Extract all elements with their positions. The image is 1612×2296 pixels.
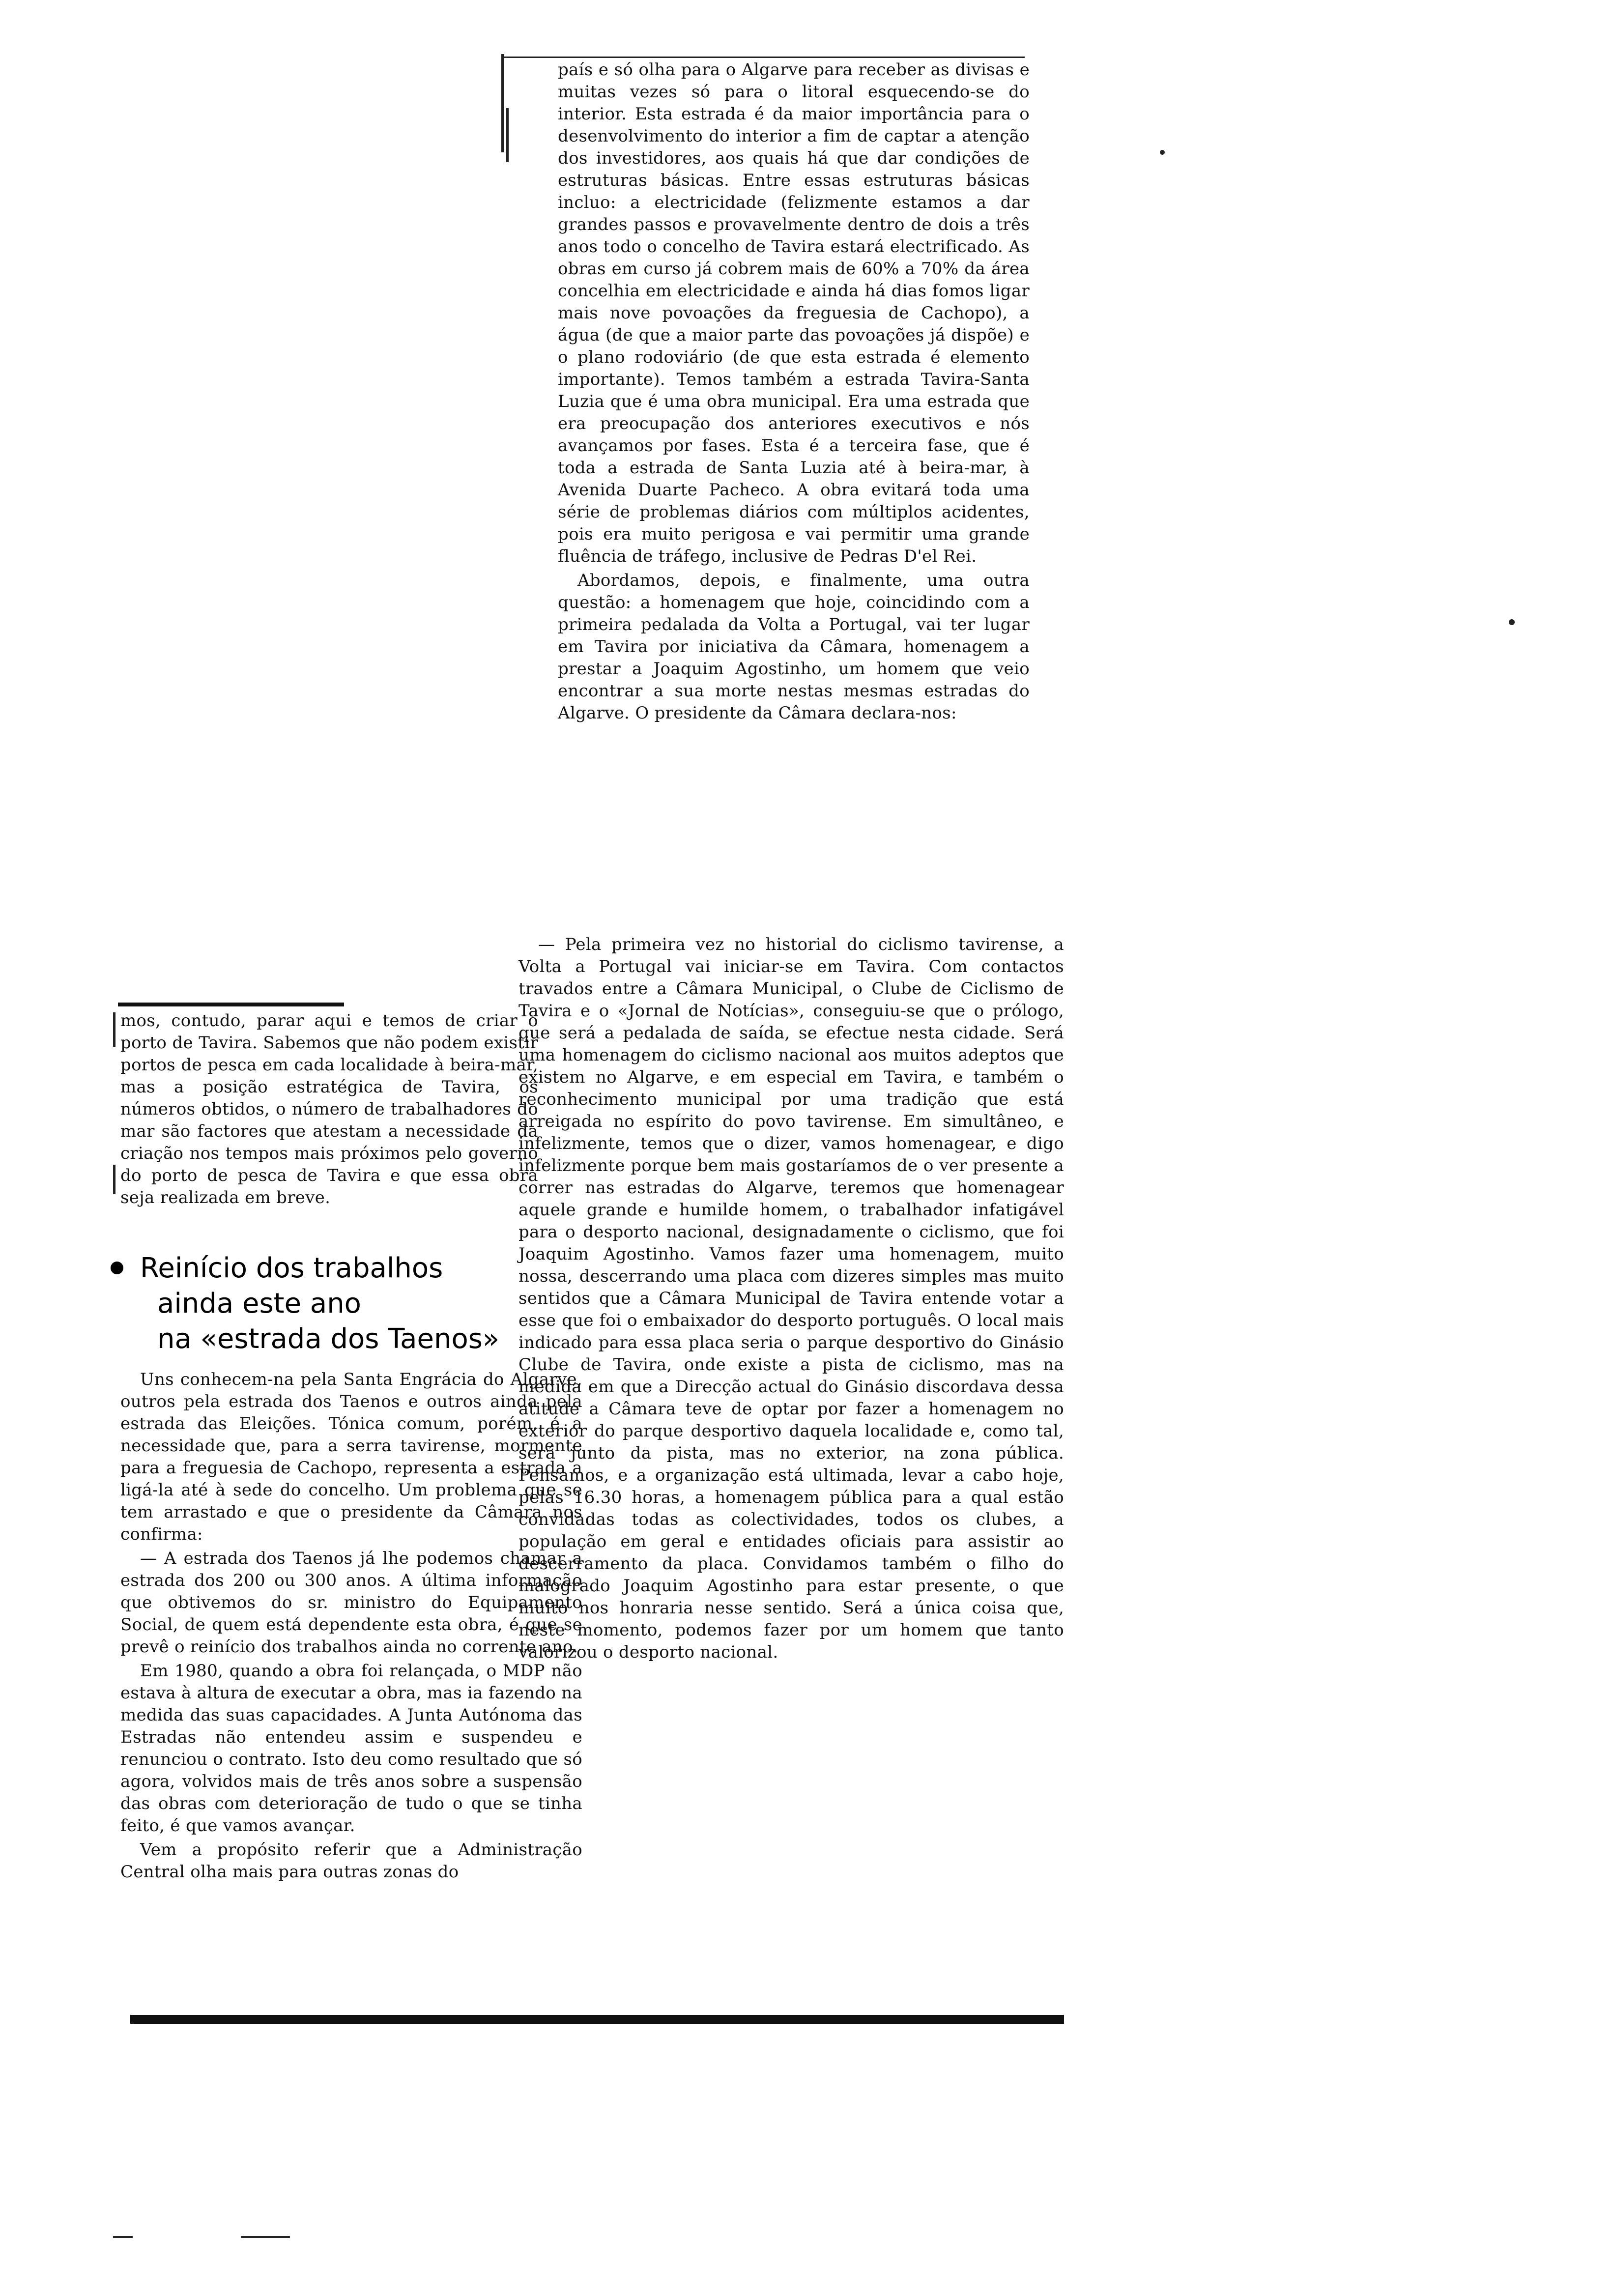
scan-speck [1509,619,1515,625]
article-column-right-upper [558,59,1030,726]
article-column-left-upper [120,1010,538,1211]
article-paragraph: país e só olha para o Algarve para receber as divisas e muitas vezes só para o litoral esquecendo-se do interior. Esta estrada é da maior importância para o desenvolvimento do interior a fim de captar a atenção dos investidores, aos quais há que dar condições de estruturas básicas. Entre essas estruturas básicas incluo: a electricidade (felizmente estamos a dar grandes passos e provavelmente dentro de dois a três anos todo o concelho de Tavira estará electrificado. As obras em curso já cobrem mais de 60% a 70% da área concelhia em electricidade e ainda há dias fomos ligar mais nove povoações da freguesia de Cachopo), a água (de que a maior parte das povoações já dispõe) e o plano rodoviário (de que esta estrada é elemento importante). Temos também a estrada Tavira-Santa Luzia que é uma obra municipal. Era uma estrada que era preocupação dos anteriores executivos e nós avançamos por fases. Esta é a terceira fase, que é toda a estrada de Santa Luzia até à beira-mar, à Avenida Duarte Pacheco. A obra evitará toda uma série de problemas diários com múltiplos acidentes, pois era muito perigosa e vai permitir uma grande fluência de tráfego, inclusive de Pedras D'el Rei. [558,60,1030,566]
clipping-top-edge-mark [504,57,1025,58]
article-column-right-lower [518,934,1064,1665]
clipping-bottom-rule [130,2015,1064,2024]
clipping-left-edge-mark [113,1012,115,1047]
scan-speck [1160,150,1165,155]
section-headline [111,1251,533,1357]
scan-speck [113,2236,133,2238]
headline-line: ainda este ano [157,1288,361,1320]
article-column-left-lower [120,1369,582,1885]
clipping-left-edge-mark [113,1165,115,1194]
clipping-left-edge-mark [506,108,509,162]
scan-speck [241,2236,290,2238]
clipping-left-edge-mark [501,54,504,152]
article-paragraph: Em 1980, quando a obra foi relançada, o MDP não estava à altura de executar a obra, mas ia fazendo na medida das suas capacidades. A Junta Autónoma das Estradas não entendeu assim e suspendeu e renunciou o contrato. Isto deu como resultado que só agora, volvidos mais de três anos sobre a suspensão das obras com deterioração de tudo o que se tinha feito, é que vamos avançar. [120,1661,582,1836]
article-paragraph: Abordamos, depois, e finalmente, uma outra questão: a homenagem que hoje, coincidindo com a primeira pedalada da Volta a Portugal, vai ter lugar em Tavira por iniciativa da Câmara, homenagem a prestar a Joaquim Agostinho, um homem que veio encontrar a sua morte nestas mesmas estradas do Algarve. O presidente da Câmara declara-nos: [558,571,1030,723]
article-paragraph: mos, contudo, parar aqui e temos de criar o porto de Tavira. Sabemos que não podem existir portos de pesca em cada localidade à beira-mar, mas a posição estratégica de Tavira, os números obtidos, o número de trabalhadores do mar são factores que atestam a necessidade da criação nos tempos mais próximos pelo governo do porto de pesca de Tavira e que essa obra seja realizada em breve. [120,1011,538,1207]
article-paragraph: Vem a propósito referir que a Administração Central olha mais para outras zonas do [120,1840,582,1882]
bullet-icon [111,1262,123,1274]
article-paragraph: — A estrada dos Taenos já lhe podemos chamar a estrada dos 200 ou 300 anos. A última informação que obtivemos do sr. ministro do Equipamento Social, de quem está dependente esta obra, é que se prevê o reinício dos trabalhos ainda no corrente ano. [120,1549,582,1657]
article-paragraph: — Pela primeira vez no historial do ciclismo tavirense, a Volta a Portugal vai iniciar-se em Tavira. Com contactos travados entre a Câmara Municipal, o Clube de Ciclismo de Tavira e o «Jornal de Notícias», conseguiu-se que o prólogo, que será a pedalada de saída, se efectue nesta cidade. Será uma homenagem do ciclismo nacional aos muitos adeptos que existem no Algarve, e em especial em Tavira, e também o reconhecimento municipal por uma tradição que está arreigada no espírito do povo tavirense. Em simultâneo, e infelizmente, temos que o dizer, vamos homenagear, e digo infelizmente porque bem mais gostaríamos de o ver presente a correr nas estradas do Algarve, teremos que homenagear aquele grande e humilde homem, o trabalhador infatigável para o desporto nacional, designadamente o ciclismo, que foi Joaquim Agostinho. Vamos fazer uma homenagem, muito nossa, descerrando uma placa com dizeres simples mas muito sentidos que a Câmara Municipal de Tavira entende votar a esse que foi o embaixador do desporto português. O local mais indicado para essa placa seria o parque desportivo do Ginásio Clube de Tavira, onde existe a pista de ciclismo, mas na medida em que a Direcção actual do Ginásio discordava dessa atitude a Câmara teve de optar por fazer a homenagem no exterior do parque desportivo daquela localidade e, como tal, será junto da pista, mas no exterior, na zona pública. Pensamos, e a organização está ultimada, levar a cabo hoje, pelas 16.30 horas, a homenagem pública para a qual estão convidadas todas as colectividades, todos os clubes, a população em geral e entidades oficiais para assistir ao descerramento da placa. Convidamos também o filho do malogrado Joaquim Agostinho para estar presente, o que muito nos honraria nesse sentido. Será a única coisa que, neste momento, podemos fazer por um homem que tanto valorizou o desporto nacional. [518,935,1064,1662]
headline-line: na «estrada dos Taenos» [157,1323,500,1355]
clipping-top-left-rule [118,1003,344,1006]
article-paragraph: Uns conhecem-na pela Santa Engrácia do Algarve, outros pela estrada dos Taenos e outros ainda pela estrada das Eleições. Tónica comum, porém, é a necessidade que, para a serra tavirense, mormente para a freguesia de Cachopo, representa a estrada a ligá-la até à sede do concelho. Um problema que se tem arrastado e que o presidente da Câmara nos confirma: [120,1370,582,1544]
headline-line: Reinício dos trabalhos [140,1252,443,1284]
